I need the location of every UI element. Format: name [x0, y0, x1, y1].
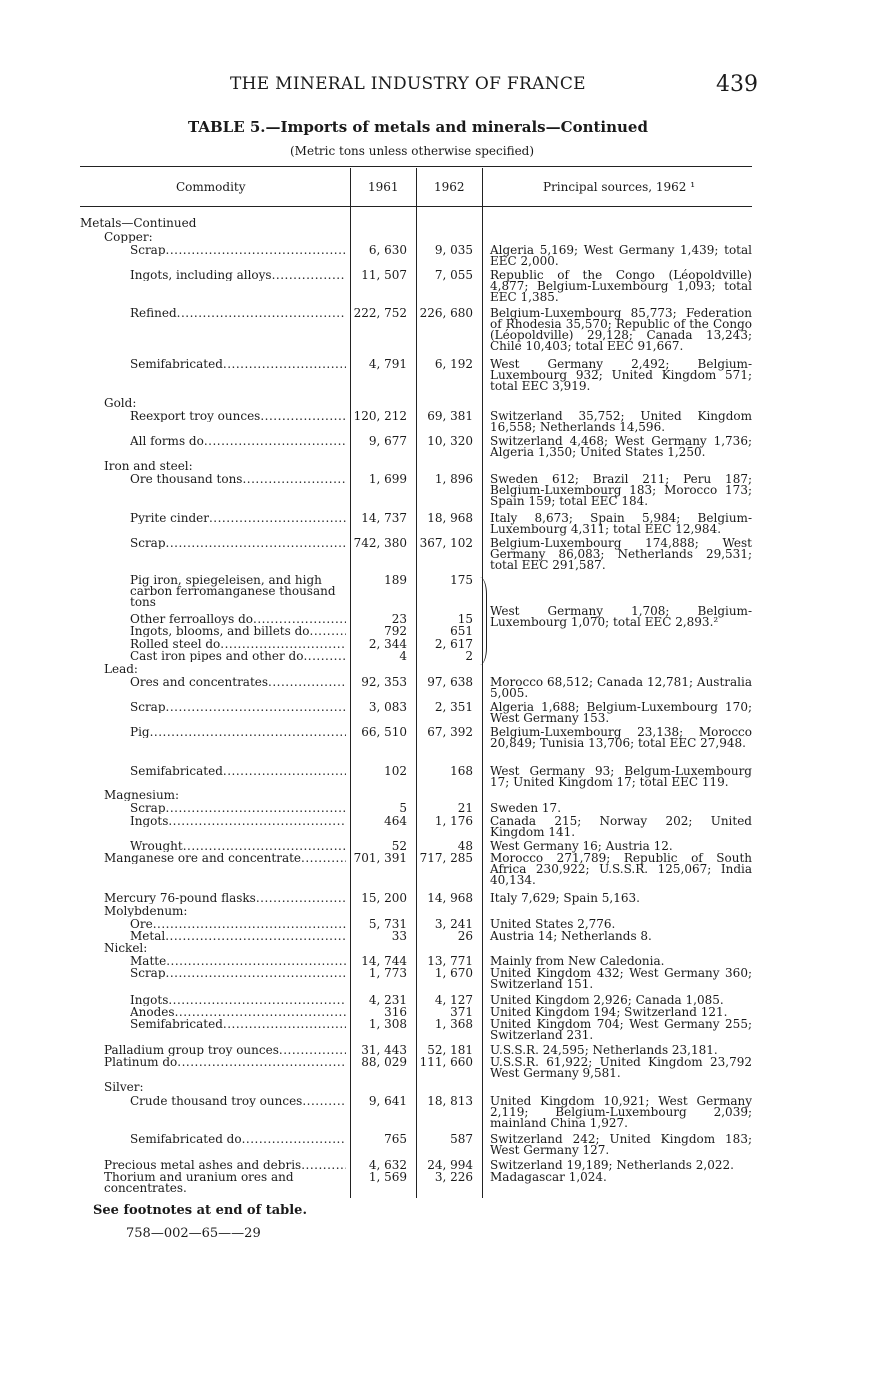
- principal-sources-cell: Morocco 271,789; Republic of South Africa 230,922; U.S.S.R. 125,067; India 40,134.: [490, 851, 752, 887]
- principal-sources-cell: Belgium-Luxembourg 23,138; Morocco 20,849; Tunisia 13,706; total EEC 27,948.: [490, 725, 752, 750]
- principal-sources-cell: United Kingdom 2,926; Canada 1,085.: [490, 993, 724, 1007]
- value-1961-cell: 102: [384, 764, 407, 778]
- value-1962-cell: 2, 351: [434, 700, 473, 714]
- value-1961-cell: 4, 231: [368, 993, 407, 1007]
- value-1962-cell: 48: [457, 839, 473, 853]
- value-1961-cell: 33: [391, 929, 407, 943]
- value-1962-cell: 1, 670: [434, 966, 473, 980]
- commodity-cell: Precious metal ashes and debris .....: [104, 1160, 346, 1171]
- commodity-cell: Nickel:: [104, 943, 148, 954]
- commodity-cell: Ingots, blooms, and billets do .....: [130, 626, 346, 637]
- value-1962-cell: 1, 896: [434, 472, 473, 486]
- running-title: THE MINERAL INDUSTRY OF FRANCE: [230, 74, 586, 94]
- principal-sources-cell: Austria 14; Netherlands 8.: [490, 929, 652, 943]
- value-1962-cell: 15: [457, 612, 473, 626]
- value-1962-cell: 2, 617: [434, 637, 473, 651]
- table-title: TABLE 5.—Imports of metals and minerals—Continued: [188, 118, 648, 136]
- principal-sources-cell: Algeria 1,688; Belgium-Luxembourg 170; West Germany 153.: [490, 700, 752, 725]
- commodity-cell: Semifabricated do .....: [130, 1134, 346, 1145]
- commodity-cell: Refined .....: [130, 308, 346, 319]
- principal-sources-cell: United Kingdom 10,921; West Germany 2,119; Belgium-Luxembourg 2,039; mainland China 1,927.: [490, 1094, 752, 1130]
- value-1961-cell: 1, 699: [368, 472, 407, 486]
- value-1962-cell: 10, 320: [427, 434, 473, 448]
- principal-sources-cell: U.S.S.R. 61,922; United Kingdom 23,792 West Germany 9,581.: [490, 1055, 752, 1080]
- commodity-cell: Scrap .....: [130, 968, 346, 979]
- principal-sources-cell: United States 2,776.: [490, 917, 616, 931]
- commodity-cell: Silver:: [104, 1082, 144, 1093]
- value-1962-cell: 717, 285: [419, 851, 473, 865]
- commodity-cell: Ingots .....: [130, 816, 346, 827]
- principal-sources-cell: Mainly from New Caledonia.: [490, 954, 665, 968]
- principal-sources-cell: Algeria 5,169; West Germany 1,439; total EEC 2,000.: [490, 243, 752, 268]
- value-1961-cell: 1, 308: [368, 1017, 407, 1031]
- principal-sources-cell: Sweden 17.: [490, 801, 562, 815]
- header-1962: 1962: [434, 180, 465, 194]
- principal-sources-cell: United Kingdom 704; West Germany 255; Switzerland 231.: [490, 1017, 752, 1042]
- value-1961-cell: 1, 569: [368, 1170, 407, 1184]
- table-subtitle: (Metric tons unless otherwise specified): [290, 144, 535, 158]
- principal-sources-cell: Switzerland 35,752; United Kingdom 16,558; Netherlands 14,596.: [490, 409, 752, 434]
- principal-sources-cell: Switzerland 4,468; West Germany 1,736; Algeria 1,350; United States 1,250.: [490, 434, 752, 459]
- commodity-cell: Thorium and uranium ores and concentrates.: [104, 1172, 294, 1194]
- value-1962-cell: 9, 035: [434, 243, 473, 257]
- value-1961-cell: 120, 212: [353, 409, 407, 423]
- commodity-cell: Other ferroalloys do .....: [130, 614, 346, 625]
- value-1961-cell: 14, 737: [361, 511, 407, 525]
- value-1962-cell: 21: [457, 801, 473, 815]
- principal-sources-cell: Canada 215; Norway 202; United Kingdom 141.: [490, 814, 752, 839]
- value-1962-cell: 52, 181: [427, 1043, 473, 1057]
- principal-sources-cell: Switzerland 19,189; Netherlands 2,022.: [490, 1158, 734, 1172]
- commodity-cell: Manganese ore and concentrate .....: [104, 853, 346, 864]
- value-1961-cell: 92, 353: [361, 675, 407, 689]
- value-1962-cell: 3, 226: [434, 1170, 473, 1184]
- value-1961-cell: 2, 344: [368, 637, 407, 651]
- commodity-cell: Matte .....: [130, 956, 346, 967]
- commodity-cell: Reexport troy ounces .....: [130, 411, 346, 422]
- commodity-cell: Pig iron, spiegeleisen, and high carbon ferromanganese thousand tons: [130, 575, 336, 608]
- value-1961-cell: 742, 380: [353, 536, 407, 550]
- value-1961-cell: 6, 630: [368, 243, 407, 257]
- value-1962-cell: 69, 381: [427, 409, 473, 423]
- value-1961-cell: 23: [391, 612, 407, 626]
- commodity-cell: Magnesium:: [104, 790, 180, 801]
- value-1962-cell: 1, 176: [434, 814, 473, 828]
- commodity-cell: Semifabricated .....: [130, 359, 346, 370]
- value-1962-cell: 24, 994: [427, 1158, 473, 1172]
- value-1962-cell: 651: [450, 624, 473, 638]
- value-1961-cell: 765: [384, 1132, 407, 1146]
- principal-sources-cell: United Kingdom 432; West Germany 360; Switzerland 151.: [490, 966, 752, 991]
- value-1961-cell: 15, 200: [361, 891, 407, 905]
- value-1961-cell: 88, 029: [361, 1055, 407, 1069]
- principal-sources-cell: Sweden 612; Brazil 211; Peru 187; Belgium-Luxembourg 183; Morocco 173; Spain 159; total EEC 184.: [490, 472, 752, 508]
- principal-sources-cell: West Germany 2,492; Belgium-Luxembourg 932; United Kingdom 571; total EEC 3,919.: [490, 357, 752, 393]
- commodity-cell: Pig .....: [130, 727, 346, 738]
- value-1962-cell: 3, 241: [434, 917, 473, 931]
- principal-sources-cell: Republic of the Congo (Léopoldville) 4,877; Belgium-Luxembourg 1,093; total EEC 1,385.: [490, 268, 752, 304]
- value-1962-cell: 26: [457, 929, 473, 943]
- commodity-cell: Crude thousand troy ounces .....: [130, 1096, 346, 1107]
- value-1962-cell: 18, 968: [427, 511, 473, 525]
- principal-sources-cell: Switzerland 242; United Kingdom 183; West Germany 127.: [490, 1132, 752, 1157]
- commodity-cell: Metal .....: [130, 931, 346, 942]
- value-1961-cell: 792: [384, 624, 407, 638]
- value-1961-cell: 316: [384, 1005, 407, 1019]
- commodity-cell: Ingots, including alloys .....: [130, 270, 346, 281]
- commodity-cell: Rolled steel do .....: [130, 639, 346, 650]
- commodity-cell: Iron and steel:: [104, 461, 193, 472]
- commodity-cell: Scrap .....: [130, 245, 346, 256]
- value-1961-cell: 66, 510: [361, 725, 407, 739]
- value-1962-cell: 587: [450, 1132, 473, 1146]
- principal-sources-cell: Belgium-Luxembourg 85,773; Federation of Rhodesia 35,570; Republic of the Congo (Léopoldville) 29,128; Canada 13,243; Chile 10,403; total EEC 91,667.: [490, 306, 752, 353]
- value-1962-cell: 4, 127: [434, 993, 473, 1007]
- value-1961-cell: 31, 443: [361, 1043, 407, 1057]
- commodity-cell: Palladium group troy ounces .....: [104, 1045, 346, 1056]
- commodity-cell: Scrap .....: [130, 702, 346, 713]
- value-1961-cell: 4, 791: [368, 357, 407, 371]
- value-1961-cell: 14, 744: [361, 954, 407, 968]
- value-1962-cell: 7, 055: [434, 268, 473, 282]
- value-1961-cell: 9, 641: [368, 1094, 407, 1108]
- header-sources: Principal sources, 1962 ¹: [543, 180, 696, 194]
- commodity-cell: All forms do .....: [130, 436, 346, 447]
- principal-sources-cell: Belgium-Luxembourg 174,888; West Germany 86,083; Netherlands 29,531; total EEC 291,587.: [490, 536, 752, 572]
- commodity-cell: Wrought .....: [130, 841, 346, 852]
- value-1962-cell: 1, 368: [434, 1017, 473, 1031]
- commodity-cell: Scrap .....: [130, 538, 346, 549]
- brace-sources-note: West Germany 1,708; Belgium-Luxembourg 1,070; total EEC 2,893.²: [490, 604, 752, 629]
- value-1961-cell: 5, 731: [368, 917, 407, 931]
- value-1962-cell: 2: [465, 649, 473, 663]
- value-1961-cell: 52: [391, 839, 407, 853]
- value-1962-cell: 168: [450, 764, 473, 778]
- brace-bracket: [480, 577, 487, 665]
- commodity-cell: Metals—Continued: [80, 218, 197, 229]
- value-1961-cell: 464: [384, 814, 407, 828]
- value-1961-cell: 189: [384, 573, 407, 587]
- value-1961-cell: 3, 083: [368, 700, 407, 714]
- principal-sources-cell: West Germany 16; Austria 12.: [490, 839, 673, 853]
- value-1961-cell: 4, 632: [368, 1158, 407, 1172]
- commodity-cell: Copper:: [104, 232, 153, 243]
- commodity-cell: Lead:: [104, 664, 138, 675]
- commodity-cell: Scrap .....: [130, 803, 346, 814]
- value-1961-cell: 11, 507: [361, 268, 407, 282]
- commodity-cell: Ore .....: [130, 919, 346, 930]
- principal-sources-cell: West Germany 93; Belgum-Luxembourg 17; United Kingdom 17; total EEC 119.: [490, 764, 752, 789]
- value-1962-cell: 226, 680: [419, 306, 473, 320]
- commodity-cell: Gold:: [104, 398, 137, 409]
- value-1961-cell: 4: [399, 649, 407, 663]
- header-commodity: Commodity: [176, 180, 246, 194]
- commodity-cell: Mercury 76-pound flasks .....: [104, 893, 346, 904]
- commodity-cell: Platinum do .....: [104, 1057, 346, 1068]
- value-1962-cell: 67, 392: [427, 725, 473, 739]
- commodity-cell: Anodes .....: [130, 1007, 346, 1018]
- principal-sources-cell: Madagascar 1,024.: [490, 1170, 607, 1184]
- commodity-cell: Semifabricated .....: [130, 766, 346, 777]
- principal-sources-cell: Morocco 68,512; Canada 12,781; Australia 5,005.: [490, 675, 752, 700]
- value-1961-cell: 1, 773: [368, 966, 407, 980]
- value-1961-cell: 701, 391: [353, 851, 407, 865]
- value-1961-cell: 9, 677: [368, 434, 407, 448]
- principal-sources-cell: Italy 7,629; Spain 5,163.: [490, 891, 640, 905]
- footnote-reference: See footnotes at end of table.: [93, 1203, 307, 1218]
- printer-code: 758—002—65——29: [126, 1226, 261, 1241]
- value-1962-cell: 371: [450, 1005, 473, 1019]
- value-1962-cell: 14, 968: [427, 891, 473, 905]
- header-1961: 1961: [368, 180, 399, 194]
- principal-sources-cell: U.S.S.R. 24,595; Netherlands 23,181.: [490, 1043, 718, 1057]
- commodity-cell: Cast iron pipes and other do .....: [130, 651, 346, 662]
- principal-sources-cell: United Kingdom 194; Switzerland 121.: [490, 1005, 728, 1019]
- value-1962-cell: 18, 813: [427, 1094, 473, 1108]
- commodity-cell: Ingots .....: [130, 995, 346, 1006]
- value-1962-cell: 6, 192: [434, 357, 473, 371]
- value-1961-cell: 222, 752: [353, 306, 407, 320]
- value-1962-cell: 13, 771: [427, 954, 473, 968]
- principal-sources-cell: Italy 8,673; Spain 5,984; Belgium-Luxembourg 4,311; total EEC 12,984.: [490, 511, 752, 536]
- commodity-cell: Molybdenum:: [104, 906, 188, 917]
- value-1962-cell: 111, 660: [419, 1055, 473, 1069]
- value-1962-cell: 97, 638: [427, 675, 473, 689]
- value-1961-cell: 5: [399, 801, 407, 815]
- commodity-cell: Semifabricated .....: [130, 1019, 346, 1030]
- commodity-cell: Ores and concentrates .....: [130, 677, 346, 688]
- value-1962-cell: 367, 102: [419, 536, 473, 550]
- value-1962-cell: 175: [450, 573, 473, 587]
- commodity-cell: Ore thousand tons .....: [130, 474, 346, 485]
- page-number: 439: [716, 72, 758, 97]
- commodity-cell: Pyrite cinder .....: [130, 513, 346, 524]
